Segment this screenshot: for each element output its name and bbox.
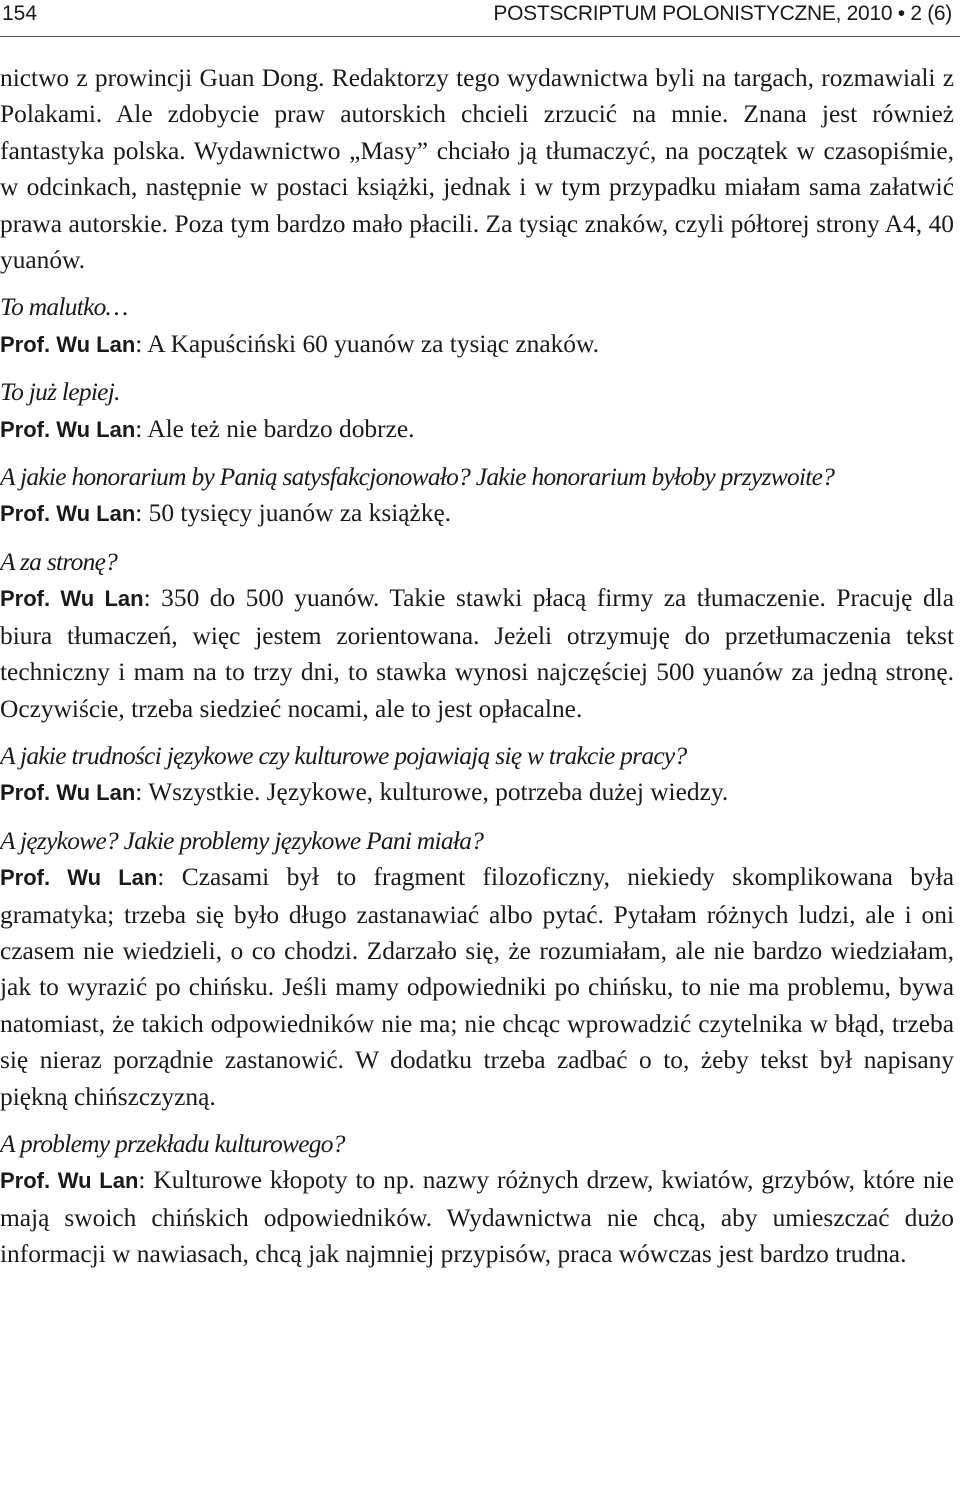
answer-paragraph: Prof. Wu Lan: 50 tysięcy juanów za książkę. — [0, 499, 452, 528]
answer-paragraph: Prof. Wu Lan: Wszystkie. Językowe, kulturowe, potrzeba dużej wiedzy. — [0, 778, 729, 807]
answer-paragraph: nictwo z prowincji Guan Dong. Redaktorzy tego wydawnictwa byli na targach, rozmawiali z Polakami. Ale zdobycie praw autorskich chcieli zrzucić na mnie. Znana jest również fantastyka polska. Wydawnictwo „Masy” chciało ją tłumaczyć, na początek w czasopiśmie, w odcinkach, następnie w postaci książki, jednak i w tym przypadku miałam sama załatwić prawa autorskie. Poza tym bardzo mało płacili. Za tysiąc znaków, czyli półtorej strony A4, 40 yuanów. — [0, 64, 954, 275]
answer-paragraph: Prof. Wu Lan: Ale też nie bardzo dobrze. — [0, 414, 415, 443]
running-head — [0, 2, 960, 30]
question-line: A problemy przekładu kulturowego? — [0, 1129, 345, 1158]
speaker-name: Prof. Wu Lan — [0, 331, 136, 357]
speaker-name: Prof. Wu Lan — [0, 865, 158, 891]
page-number: 154 — [2, 2, 38, 25]
interview-text — [0, 60, 954, 1273]
speaker-name: Prof. Wu Lan — [0, 1168, 139, 1194]
question-line: To już lepiej. — [0, 378, 120, 407]
question-line: A jakie honorarium by Panią satysfakcjonowało? Jakie honorarium byłoby przyzwoite? — [0, 463, 835, 492]
question-line: To malutko… — [0, 293, 128, 322]
question-line: A za stronę? — [0, 547, 118, 576]
answer-paragraph: Prof. Wu Lan: A Kapuściński 60 yuanów za tysiąc znaków. — [0, 329, 600, 358]
speaker-name: Prof. Wu Lan — [0, 501, 136, 527]
answer-paragraph: Prof. Wu Lan: Kulturowe kłopoty to np. nazwy różnych drzew, kwiatów, grzybów, które nie mają swoich chińskich odpowiedników. Wydawnictwa nie chcą, aby umieszczać dużo informacji w nawiasach, chcą jak najmniej przypisów, praca wówczas jest bardzo trudna. — [0, 1166, 954, 1269]
journal-title: POSTSCRIPTUM POLONISTYCZNE, 2010 • 2 (6) — [493, 2, 952, 25]
question-line: A jakie trudności językowe czy kulturowe pojawiają się w trakcie pracy? — [0, 741, 687, 770]
speaker-name: Prof. Wu Lan — [0, 586, 144, 612]
speaker-name: Prof. Wu Lan — [0, 416, 136, 442]
speaker-name: Prof. Wu Lan — [0, 780, 136, 806]
header-rule — [0, 36, 960, 37]
answer-paragraph: Prof. Wu Lan: 350 do 500 yuanów. Takie stawki płacą firmy za tłumaczenie. Pracuję dla biura tłumaczeń, więc jestem zorientowana. Jeżeli otrzymuję do przetłumaczenia tekst techniczny i mam na to trzy dni, to stawka wynosi najczęściej 500 yuanów za jedną stronę. Oczywiście, trzeba siedzieć nocami, ale to jest opłacalne. — [0, 584, 954, 723]
answer-paragraph: Prof. Wu Lan: Czasami był to fragment filozoficzny, niekiedy skomplikowana była gramatyka; trzeba się było długo zastanawiać albo pytać. Pytałam różnych ludzi, ale i oni czasem nie wiedzieli, o co chodzi. Zdarzało się, że rozumiałam, ale nie bardzo wiedziałam, jak to wyrazić po chińsku. Jeśli mamy odpowiedniki po chińsku, to nie ma problemu, bywa natomiast, że takich odpowiedników nie ma; nie chcąc wprowadzić czytelnika w błąd, trzeba się nieraz porządnie zastanowić. W dodatku trzeba zadbać o to, żeby tekst był napisany piękną chińszczyzną. — [0, 863, 954, 1111]
question-line: A językowe? Jakie problemy językowe Pani miała? — [0, 826, 484, 855]
